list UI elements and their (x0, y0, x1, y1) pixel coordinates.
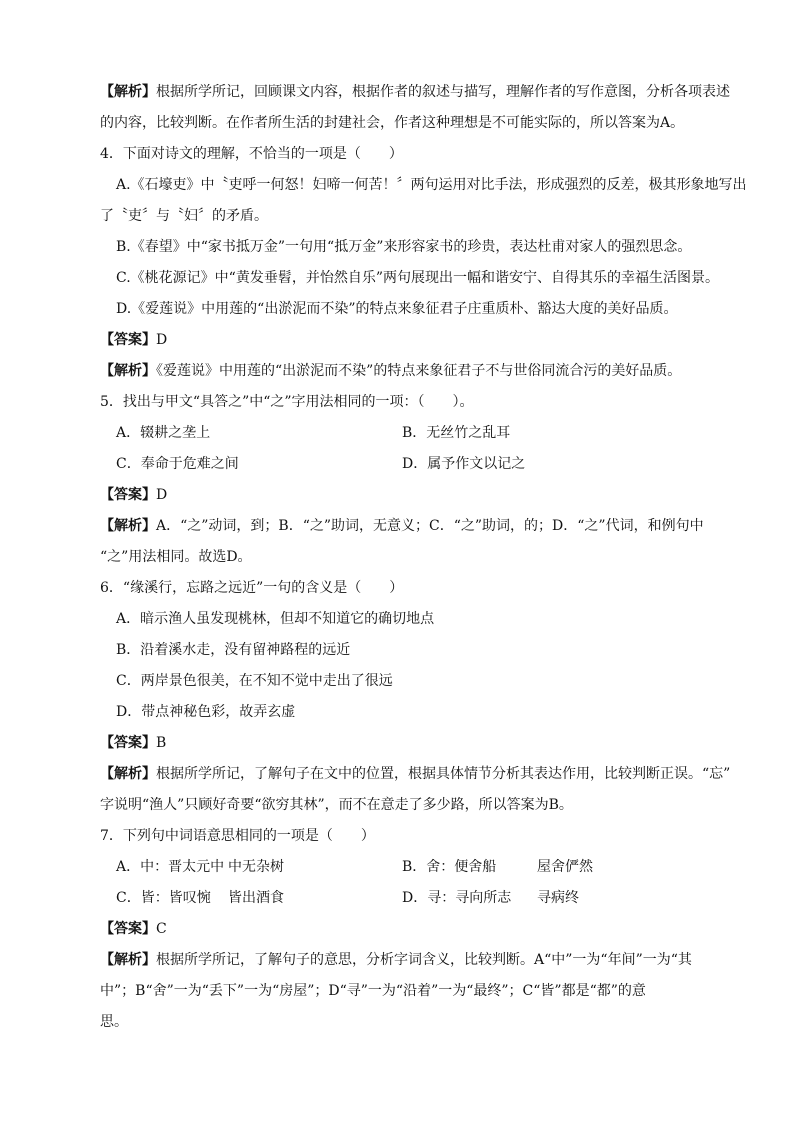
q7-answer (100, 918, 700, 940)
answer-tag: 【答案】 (100, 487, 156, 503)
analysis-tag: 【解析】 (100, 766, 156, 782)
q6-analysis-text-1: 根据所学所记，了解句子在文中的位置，根据具体情节分析其表达作用，比较判断正误。“忘” (156, 766, 731, 782)
q4-answer-value: D (156, 332, 168, 348)
q7-analysis-text-1: 根据所学所记，了解句子的意思，分析字词含义，比较判断。A“中”一为“年间”一为“其 (156, 952, 692, 968)
q4-analysis-text: 《爱莲说》中用莲的“出淤泥而不染”的特点来象征君子不与世俗同流合污的美好品质。 (156, 363, 682, 379)
q5-analysis-text-1: A．“之”动词，到；B．“之”助词，无意义；C．“之”助词，的；D．“之”代词，和例句中 (156, 518, 704, 534)
q7-option-c-label: C．皆：皆叹惋 (116, 890, 211, 906)
q4-option-d: D.《爱莲说》中用莲的“出淤泥而不染”的特点来象征君子庄重质朴、豁达大度的美好品质。 (116, 301, 678, 317)
q5-options-row-1 (116, 422, 700, 444)
q7-option-d-sentence-2: 寻病终 (537, 890, 579, 906)
q7-analysis-line-2: 中”；B“舍”一为“丢下”一为“房屋”；D“寻”一为“沿着”一为“最终”；C“皆”都是“都”的意 (100, 983, 646, 999)
q7-option-b-label: B．舍：便舍船 (402, 859, 497, 875)
q5-answer (100, 484, 700, 506)
q5-stem: 5．找出与甲文“具答之”中“之”字用法相同的一项：（ ）。 (100, 394, 474, 410)
q5-options-row-2 (116, 453, 700, 475)
q3-analysis-line-1 (100, 81, 730, 103)
q6-analysis-line-2: 字说明“渔人”只顾好奇要“欲穷其林”，而不在意走了多少路，所以答案为B。 (100, 797, 573, 813)
q7-option-c-sentence-2: 皆出酒食 (228, 890, 284, 906)
q7-stem: 7．下列句中词语意思相同的一项是（ ） (100, 828, 375, 844)
analysis-tag: 【解析】 (100, 84, 156, 100)
q7-analysis-line-3: 思。 (100, 1014, 128, 1030)
q4-answer (100, 329, 700, 351)
q4-analysis (100, 360, 700, 382)
q7-answer-value: C (156, 921, 167, 937)
q7-option-d-label: D．寻：寻向所志 (402, 890, 512, 906)
q5-option-a: A．辍耕之垄上 (116, 425, 211, 441)
q5-analysis-line-2: “之”用法相同。故选D。 (100, 549, 252, 565)
q5-analysis-line-1 (100, 515, 704, 537)
q3-analysis-text-1: 根据所学所记，回顾课文内容，根据作者的叙述与描写，理解作者的写作意图，分析各项表述 (156, 84, 730, 100)
q7-analysis-line-1 (100, 949, 700, 971)
q5-option-d: D．属予作文以记之 (402, 456, 526, 472)
q4-option-a-line-1: A.《石壕吏》中〝吏呼一何怒！妇啼一何苦！〞两句运用对比手法，形成强烈的反差，极其形象地写出 (116, 177, 747, 193)
q6-answer (100, 732, 700, 754)
q4-option-a-line-2: 了〝吏〞与〝妇〞的矛盾。 (100, 208, 268, 224)
q7-option-a-label: A．中：晋太元中 (116, 859, 225, 875)
q5-option-c: C．奉命于危难之间 (116, 456, 239, 472)
answer-tag: 【答案】 (100, 735, 156, 751)
q7-option-b-sentence-2: 屋舍俨然 (537, 859, 593, 875)
q6-analysis-line-1 (100, 763, 731, 785)
q4-option-c: C.《桃花源记》中“黄发垂髫，并怡然自乐”两句展现出一幅和谐安宁、自得其乐的幸福生活图景。 (116, 270, 719, 286)
q7-option-a-sentence-2: 中无杂树 (228, 859, 284, 875)
q7-options-row-2 (116, 887, 700, 909)
q7-options-row-1 (116, 856, 700, 878)
q6-option-d: D．带点神秘色彩，故弄玄虚 (116, 704, 296, 720)
q6-option-a: A．暗示渔人虽发现桃林，但却不知道它的确切地点 (116, 611, 435, 627)
answer-tag: 【答案】 (100, 332, 156, 348)
analysis-tag: 【解析】 (100, 952, 156, 968)
q3-analysis-line-2: 的内容，比较判断。在作者所生活的封建社会，作者这种理想是不可能实际的，所以答案为A。 (100, 115, 685, 131)
q5-answer-value: D (156, 487, 168, 503)
q6-answer-value: B (156, 735, 167, 751)
q6-stem: 6．“缘溪行，忘路之远近”一句的含义是（ ） (100, 580, 404, 596)
analysis-tag: 【解析】 (100, 363, 156, 379)
q5-option-b: B．无丝竹之乱耳 (402, 425, 511, 441)
answer-tag: 【答案】 (100, 921, 156, 937)
analysis-tag: 【解析】 (100, 518, 156, 534)
q4-option-b: B.《春望》中“家书抵万金”一句用“抵万金”来形容家书的珍贵，表达杜甫对家人的强烈思念。 (116, 239, 692, 255)
q6-option-c: C．两岸景色很美，在不知不觉中走出了很远 (116, 673, 393, 689)
q6-option-b: B．沿着溪水走，没有留神路程的远近 (116, 642, 351, 658)
q4-stem: 4．下面对诗文的理解，不恰当的一项是（ ） (100, 146, 403, 162)
